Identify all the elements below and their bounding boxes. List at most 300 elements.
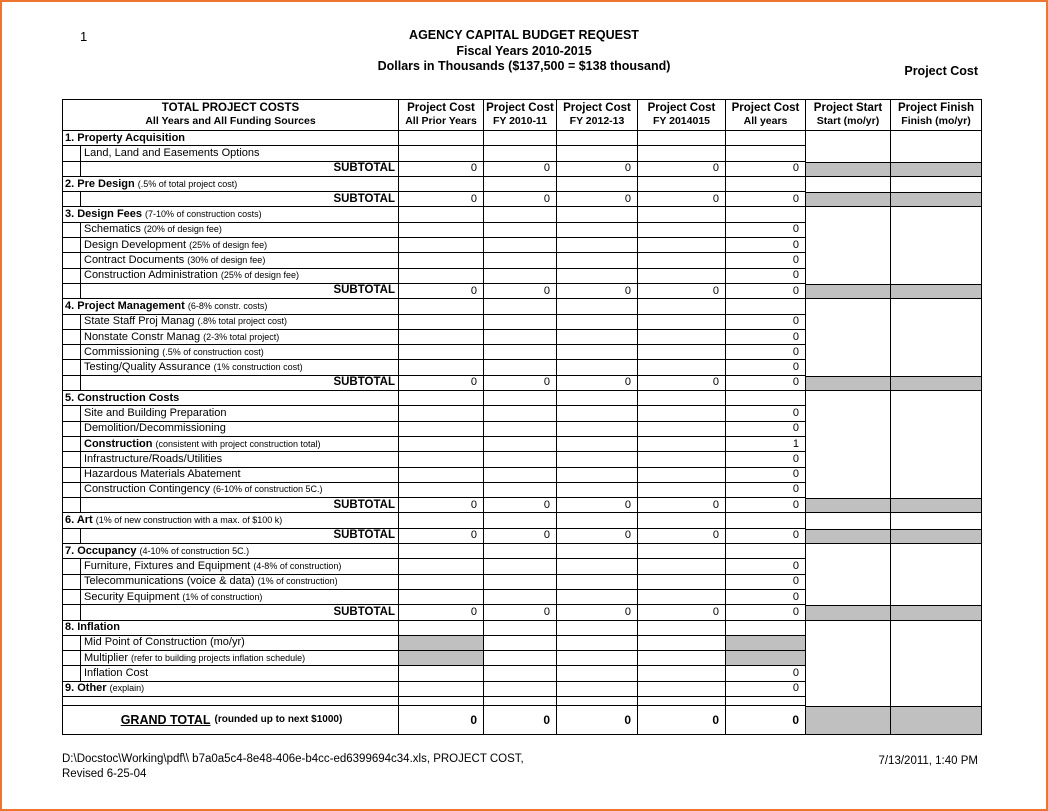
row-label: Inflation Cost: [84, 667, 149, 680]
row-label-cell: [63, 706, 399, 734]
row-indent-cell: [63, 238, 81, 253]
project-finish-cell: [891, 468, 981, 483]
row-label-cell: [81, 636, 399, 651]
cost-cell: [484, 666, 557, 681]
cost-cell: [638, 590, 726, 605]
cost-cell: 0: [726, 360, 806, 375]
header-col-fy-2014-15: [638, 100, 726, 131]
project-finish-cell: [891, 330, 981, 345]
cost-cell: [399, 437, 484, 452]
cost-cell: [638, 437, 726, 452]
cost-cell: 0: [726, 376, 806, 391]
cost-cell: [399, 315, 484, 330]
row-label: SUBTOTAL: [333, 376, 395, 389]
project-start-cell: [806, 253, 891, 268]
header-col-all-prior-years: [399, 100, 484, 131]
cost-cell: [638, 223, 726, 238]
row-label: Contract Documents: [84, 254, 185, 267]
row-label: Construction Contingency: [84, 483, 210, 496]
header-line2: FY 2014015: [652, 115, 711, 127]
row-note: (1% of construction): [182, 591, 263, 602]
cost-cell: [484, 636, 557, 651]
table-row: [63, 666, 981, 681]
row-label-cell: [81, 666, 399, 681]
cost-cell: [399, 682, 484, 697]
cost-cell: 0: [726, 666, 806, 681]
cost-cell: [638, 666, 726, 681]
header-line1: Project Cost: [731, 102, 800, 114]
project-start-cell: [806, 513, 891, 528]
cost-cell: 0: [726, 223, 806, 238]
cost-cell: 0: [557, 192, 638, 207]
project-start-cell: [806, 498, 891, 513]
cost-cell: 0: [726, 269, 806, 284]
row-note: (30% of design fee): [187, 255, 266, 266]
row-indent-cell: [63, 223, 81, 238]
cost-cell: [484, 590, 557, 605]
project-finish-cell: [891, 529, 981, 544]
row-indent-cell: [63, 360, 81, 375]
project-start-cell: [806, 452, 891, 467]
table-row: [63, 468, 981, 483]
header-line2: All Years and All Funding Sources: [145, 115, 316, 127]
cost-cell: 0: [726, 192, 806, 207]
cost-cell: [557, 177, 638, 192]
cost-cell: [726, 207, 806, 222]
row-label-cell: [81, 483, 399, 498]
row-indent-cell: [63, 498, 81, 513]
row-indent-cell: [63, 529, 81, 544]
cost-cell: [726, 146, 806, 161]
cost-cell: 0: [557, 706, 638, 734]
project-finish-cell: [891, 345, 981, 360]
project-finish-cell: [891, 162, 981, 177]
cost-cell: [557, 483, 638, 498]
row-note: (refer to building projects inflation schedule): [131, 652, 306, 663]
cost-cell: [399, 483, 484, 498]
cost-cell: 0: [399, 284, 484, 299]
cost-cell: [484, 468, 557, 483]
table-row: [63, 177, 981, 192]
cost-cell: 0: [557, 284, 638, 299]
row-label-cell: [81, 575, 399, 590]
cost-cell: [399, 422, 484, 437]
row-label-cell: [63, 207, 399, 222]
row-label: Schematics: [84, 223, 141, 236]
row-indent-cell: [63, 376, 81, 391]
cost-cell: [399, 330, 484, 345]
cost-cell: 0: [484, 284, 557, 299]
cost-cell: [638, 422, 726, 437]
row-label-cell: [81, 360, 399, 375]
cost-cell: [484, 575, 557, 590]
row-indent-cell: [63, 269, 81, 284]
row-label: SUBTOTAL: [333, 192, 395, 205]
project-start-cell: [806, 391, 891, 406]
cost-cell: [399, 666, 484, 681]
table-row: [63, 192, 981, 207]
project-start-cell: [806, 284, 891, 299]
row-label: 7. Occupancy: [65, 544, 137, 557]
table-row: [63, 345, 981, 360]
cost-cell: 0: [726, 162, 806, 177]
cost-cell: [638, 621, 726, 636]
cost-cell: [557, 437, 638, 452]
row-label: 6. Art: [65, 514, 93, 527]
project-start-cell: [806, 360, 891, 375]
cost-cell: [399, 559, 484, 574]
cost-cell: [484, 146, 557, 161]
row-label-cell: [81, 269, 399, 284]
dollars-subtitle: Dollars in Thousands ($137,500 = $138 thousand): [377, 59, 671, 73]
cost-cell: 0: [399, 376, 484, 391]
cost-cell: [557, 391, 638, 406]
cost-cell: 0: [638, 498, 726, 513]
project-start-cell: [806, 315, 891, 330]
cost-cell: [638, 253, 726, 268]
project-finish-cell: [891, 605, 981, 620]
table-row: [63, 498, 981, 513]
project-finish-cell: [891, 651, 981, 666]
cost-cell: [484, 483, 557, 498]
page-number: 1: [80, 29, 88, 44]
cost-cell: 0: [726, 345, 806, 360]
cost-cell: [557, 468, 638, 483]
table-row: [63, 238, 981, 253]
cost-cell: [399, 360, 484, 375]
cost-cell: [484, 253, 557, 268]
header-line2: Start (mo/yr): [816, 115, 880, 127]
cost-cell: [557, 559, 638, 574]
row-note: (6-8% constr. costs): [187, 300, 268, 311]
header-line1: Project Cost: [486, 102, 554, 114]
project-finish-cell: [891, 621, 981, 636]
table-row: [63, 452, 981, 467]
cost-cell: [484, 697, 557, 706]
table-row: [63, 437, 981, 452]
row-note: (.5% of construction cost): [162, 346, 264, 357]
cost-cell: [399, 636, 484, 651]
cost-cell: [726, 544, 806, 559]
cost-cell: [726, 651, 806, 666]
cost-cell: 0: [726, 452, 806, 467]
project-finish-cell: [891, 269, 981, 284]
row-note: (4-10% of construction 5C.): [139, 545, 250, 556]
project-finish-cell: [891, 284, 981, 299]
project-finish-cell: [891, 238, 981, 253]
header-total-project-costs: [63, 100, 399, 131]
table-row: [63, 299, 981, 314]
cost-cell: [557, 666, 638, 681]
project-finish-cell: [891, 706, 981, 734]
row-indent-cell: [63, 146, 81, 161]
row-indent-cell: [63, 284, 81, 299]
project-start-cell: [806, 682, 891, 697]
cost-cell: [484, 360, 557, 375]
cost-cell: [638, 406, 726, 421]
row-note: (25% of design fee): [220, 270, 299, 281]
cost-cell: 0: [557, 498, 638, 513]
row-indent-cell: [63, 575, 81, 590]
cost-cell: 0: [638, 605, 726, 620]
table-row: [63, 483, 981, 498]
cost-cell: 0: [726, 590, 806, 605]
header-line1: Project Finish: [897, 102, 975, 114]
header-col-fy-2010-11: [484, 100, 557, 131]
cost-cell: [399, 651, 484, 666]
row-note: (4-8% of construction): [253, 560, 342, 571]
cost-cell: [399, 513, 484, 528]
row-indent-cell: [63, 483, 81, 498]
project-start-cell: [806, 636, 891, 651]
project-finish-cell: [891, 131, 981, 146]
cost-cell: 0: [557, 605, 638, 620]
project-start-cell: [806, 269, 891, 284]
table-row: [63, 269, 981, 284]
cost-cell: [484, 406, 557, 421]
project-start-cell: [806, 345, 891, 360]
cost-cell: [484, 682, 557, 697]
project-start-cell: [806, 651, 891, 666]
project-start-cell: [806, 590, 891, 605]
project-finish-cell: [891, 177, 981, 192]
project-finish-cell: [891, 636, 981, 651]
cost-cell: [557, 207, 638, 222]
project-finish-cell: [891, 223, 981, 238]
cost-cell: [557, 360, 638, 375]
project-finish-cell: [891, 682, 981, 697]
project-finish-cell: [891, 590, 981, 605]
cost-cell: 0: [557, 376, 638, 391]
project-finish-cell: [891, 498, 981, 513]
budget-table: [62, 99, 982, 735]
row-label-cell: [81, 146, 399, 161]
row-label: Testing/Quality Assurance: [84, 361, 211, 374]
row-note: (6-10% of construction 5C.): [212, 484, 323, 495]
row-label-cell: [63, 513, 399, 528]
cost-cell: [484, 269, 557, 284]
row-label: 3. Design Fees: [65, 208, 143, 221]
row-label: Infrastructure/Roads/Utilities: [84, 452, 223, 465]
row-label: SUBTOTAL: [333, 161, 395, 174]
row-label: GRAND TOTAL: [120, 712, 211, 727]
table-row: [63, 376, 981, 391]
cost-cell: [638, 299, 726, 314]
cost-cell: [557, 269, 638, 284]
project-finish-cell: [891, 192, 981, 207]
cost-cell: 0: [399, 162, 484, 177]
project-finish-cell: [891, 697, 981, 706]
cost-cell: [484, 345, 557, 360]
cost-cell: [484, 452, 557, 467]
row-label: Construction Administration: [84, 269, 218, 282]
cost-cell: [638, 682, 726, 697]
cost-cell: [484, 422, 557, 437]
cost-cell: [557, 330, 638, 345]
table-row: [63, 697, 981, 706]
row-indent-cell: [63, 422, 81, 437]
cost-cell: [638, 452, 726, 467]
cost-cell: [484, 544, 557, 559]
row-label: Land, Land and Easements Options: [84, 146, 260, 159]
cost-cell: [484, 330, 557, 345]
cost-cell: [484, 513, 557, 528]
cost-cell: [638, 575, 726, 590]
project-finish-cell: [891, 315, 981, 330]
header-line1: TOTAL PROJECT COSTS: [161, 102, 300, 114]
cost-cell: [484, 299, 557, 314]
project-finish-cell: [891, 253, 981, 268]
cost-cell: [399, 575, 484, 590]
cost-cell: [638, 345, 726, 360]
row-label: Commissioning: [84, 345, 160, 358]
row-note: (7-10% of construction costs): [145, 209, 262, 220]
row-label: SUBTOTAL: [333, 284, 395, 297]
cost-cell: [638, 697, 726, 706]
cost-cell: 0: [726, 529, 806, 544]
table-row: [63, 253, 981, 268]
cost-cell: [399, 621, 484, 636]
cost-cell: [399, 590, 484, 605]
row-note: (2-3% total project): [203, 331, 280, 342]
row-label: SUBTOTAL: [333, 529, 395, 542]
cost-cell: 0: [484, 498, 557, 513]
table-row: [63, 360, 981, 375]
footer-revised: Revised 6-25-04: [62, 767, 147, 780]
row-note: (.8% total project cost): [197, 316, 288, 327]
header-line2: All years: [743, 115, 788, 127]
row-label: Furniture, Fixtures and Equipment: [84, 559, 251, 572]
cost-cell: 0: [726, 559, 806, 574]
project-finish-cell: [891, 544, 981, 559]
cost-cell: 0: [726, 483, 806, 498]
cost-cell: [726, 697, 806, 706]
project-finish-cell: [891, 437, 981, 452]
project-start-cell: [806, 299, 891, 314]
row-indent-cell: [63, 468, 81, 483]
cost-cell: 0: [484, 376, 557, 391]
row-label-cell: [81, 559, 399, 574]
row-label-cell: [81, 422, 399, 437]
cost-cell: [399, 177, 484, 192]
row-label: Security Equipment: [84, 590, 180, 603]
cost-cell: [399, 269, 484, 284]
project-finish-cell: [891, 483, 981, 498]
table-row: [63, 544, 981, 559]
project-start-cell: [806, 238, 891, 253]
cost-cell: [557, 406, 638, 421]
cost-cell: [557, 345, 638, 360]
table-header-row: [63, 100, 981, 131]
row-label: 4. Project Management: [65, 299, 185, 312]
cost-cell: [557, 452, 638, 467]
cost-cell: 0: [484, 605, 557, 620]
cost-cell: [484, 651, 557, 666]
project-finish-cell: [891, 299, 981, 314]
cost-cell: 0: [484, 192, 557, 207]
project-finish-cell: [891, 422, 981, 437]
project-start-cell: [806, 330, 891, 345]
table-row: [63, 590, 981, 605]
row-label-cell: [63, 682, 399, 697]
table-row: [63, 706, 981, 734]
cost-cell: [638, 360, 726, 375]
row-indent-cell: [63, 651, 81, 666]
project-finish-cell: [891, 406, 981, 421]
cost-cell: [399, 238, 484, 253]
table-row: [63, 391, 981, 406]
row-indent-cell: [63, 636, 81, 651]
project-start-cell: [806, 544, 891, 559]
row-label-cell: [63, 544, 399, 559]
cost-cell: [638, 315, 726, 330]
fiscal-years-subtitle: Fiscal Years 2010-2015: [456, 43, 592, 58]
project-start-cell: [806, 529, 891, 544]
cost-cell: [557, 575, 638, 590]
row-label: Telecommunications (voice & data): [84, 575, 255, 588]
cost-cell: 0: [638, 192, 726, 207]
row-note: (.5% of total project cost): [137, 178, 238, 189]
cost-cell: 0: [726, 498, 806, 513]
row-indent-cell: [63, 345, 81, 360]
cost-cell: 0: [726, 238, 806, 253]
cost-cell: 0: [726, 706, 806, 734]
cost-cell: [484, 559, 557, 574]
table-row: [63, 223, 981, 238]
cost-cell: [726, 131, 806, 146]
cost-cell: [484, 207, 557, 222]
cost-cell: 0: [557, 529, 638, 544]
cost-cell: 0: [726, 682, 806, 697]
project-start-cell: [806, 422, 891, 437]
project-finish-cell: [891, 575, 981, 590]
table-row: [63, 162, 981, 177]
cost-cell: 0: [557, 162, 638, 177]
cost-cell: 0: [638, 162, 726, 177]
row-label-cell: [81, 406, 399, 421]
row-label-cell: [81, 437, 399, 452]
cost-cell: [399, 697, 484, 706]
table-row: [63, 284, 981, 299]
cost-cell: [638, 269, 726, 284]
row-label-cell: [63, 391, 399, 406]
cost-cell: [638, 544, 726, 559]
cost-cell: 0: [484, 162, 557, 177]
row-label-cell: [81, 651, 399, 666]
cost-cell: 0: [726, 315, 806, 330]
project-start-cell: [806, 162, 891, 177]
row-label-cell: [81, 376, 399, 391]
table-row: [63, 682, 981, 697]
cost-cell: [557, 682, 638, 697]
row-label: Construction: [84, 437, 153, 450]
cost-cell: [726, 391, 806, 406]
cost-cell: [557, 513, 638, 528]
row-label: State Staff Proj Manag: [84, 315, 195, 328]
header-col-fy-2012-13: [557, 100, 638, 131]
row-note: (explain): [109, 683, 145, 694]
row-label-cell: [81, 253, 399, 268]
project-start-cell: [806, 559, 891, 574]
cost-cell: [638, 177, 726, 192]
document-header: [2, 28, 1046, 75]
row-note: (20% of design fee): [143, 224, 222, 235]
cost-cell: [557, 544, 638, 559]
row-label: 5. Construction Costs: [65, 391, 180, 404]
cost-cell: [557, 697, 638, 706]
cost-cell: [399, 406, 484, 421]
cost-cell: [638, 146, 726, 161]
